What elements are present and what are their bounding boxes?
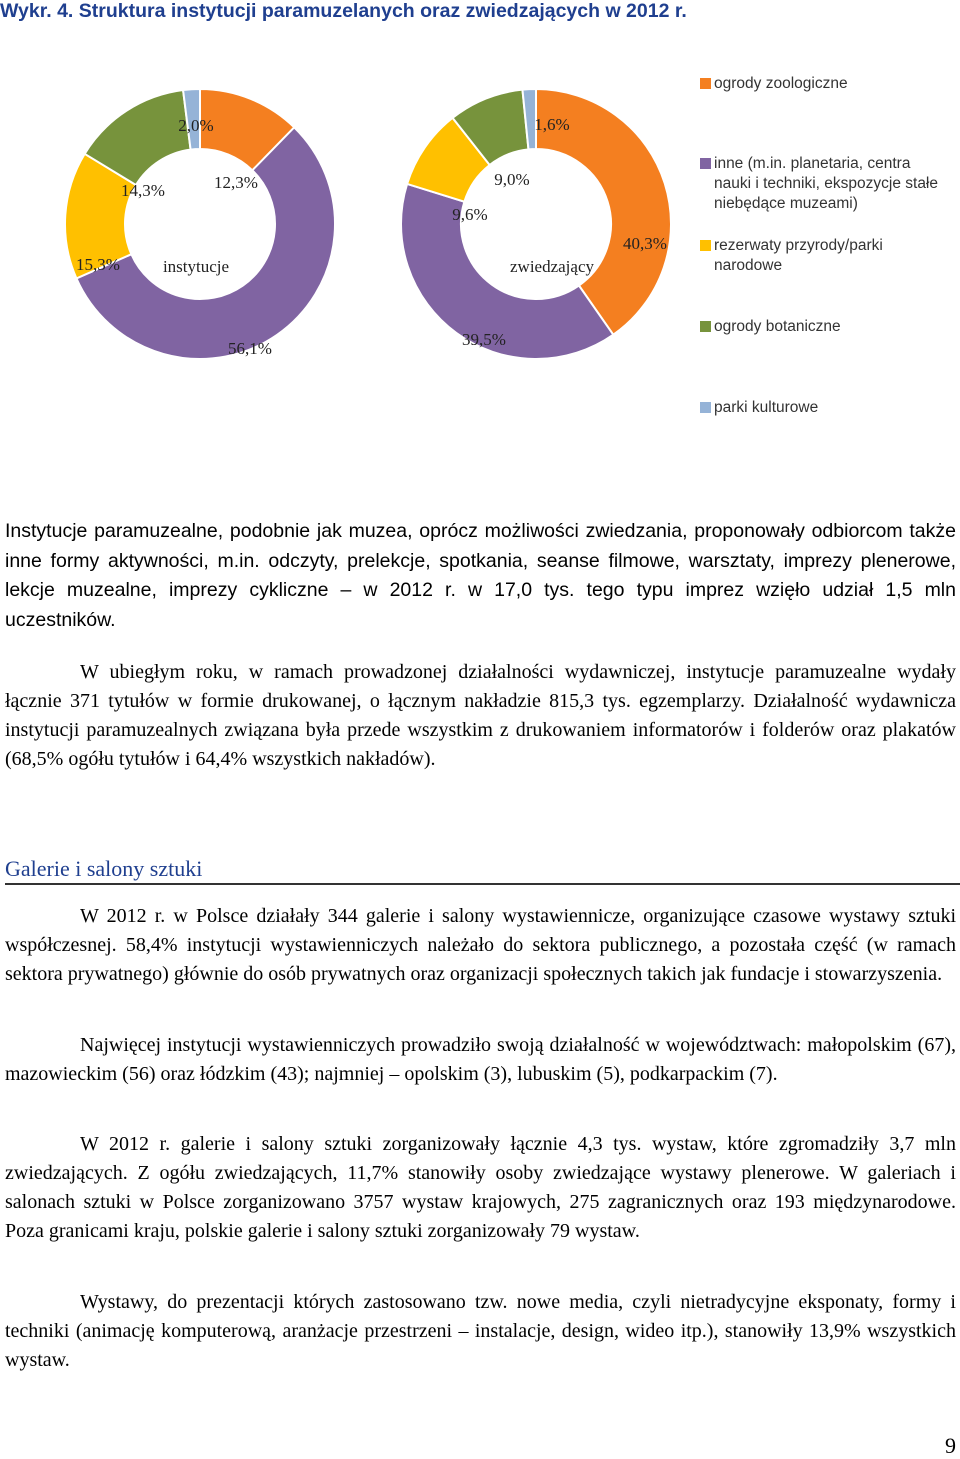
figure-title: Wykr. 4. Struktura instytucji paramuzelanych oraz zwiedzających w 2012 r. <box>0 0 687 22</box>
paragraph-text: Instytucje paramuzealne, podobnie jak muzea, oprócz możliwości zwiedzania, proponowały odbiorcom także inne formy aktywności, m.in. odczyty, prelekcje, spotkania, seanse filmowe, warsztaty, imprezy plenerowe, lekcje muzealne, imprezy cykliczne – w 2012 r. w 17,0 tys. tego typu imprez wzięło udział 1,5 mln uczestników. <box>5 520 956 631</box>
donut-center-label: instytucje <box>162 257 230 276</box>
paragraph-text: Wystawy, do prezentacji których zastosowano tzw. nowe media, czyli nietradycyjne eksponaty, formy i techniki (animację komputerową, aranżacje przestrzeni – instalacje, design, wideo itp.), stanowiły 13,9% wszystkich wystaw. <box>5 1291 956 1371</box>
donut-center-label: zwiedzający <box>510 257 594 276</box>
slice-label: 14,3% <box>121 181 165 200</box>
page-number: 9 <box>945 1433 956 1458</box>
paragraph-text: W ubiegłym roku, w ramach prowadzonej działalności wydawniczej, instytucje paramuzealne wydały łącznie 371 tytułów w formie drukowanej, o łącznym nakładzie 815,3 tys. egzemplarzy. Działalność wydawnicza instytucji paramuzealnych związana była przede wszystkim z drukowaniem informatorów i folderów oraz plakatów (68,5% ogółu tytułów i 64,4% wszystkich nakładów). <box>5 661 956 770</box>
legend-item-rezerwaty <box>700 236 930 276</box>
legend-swatch-blue <box>700 402 711 413</box>
paragraph-new-media <box>5 1288 956 1375</box>
donut-charts <box>0 40 700 440</box>
legend-label: ogrody botaniczne <box>714 318 841 335</box>
paragraph-galleries <box>5 902 956 989</box>
legend-swatch-orange <box>700 78 711 89</box>
legend-swatch-green <box>700 321 711 332</box>
paragraph-voivodeships <box>5 1031 956 1089</box>
slice-label: 56,1% <box>228 339 272 358</box>
paragraph-activities <box>5 517 956 635</box>
slice-label: 2,0% <box>178 116 214 135</box>
slice-label: 9,6% <box>452 205 488 224</box>
paragraph-text: W 2012 r. w Polsce działały 344 galerie i salony wystawiennicze, organizujące czasowe wystawy sztuki współczesnej. 58,4% instytucji wystawienniczych należało do sektora publicznego, a pozostała część (w ramach sektora prywatnego) głównie do osób prywatnych oraz organizacji społecznych takich jak fundacje i stowarzyszenia. <box>5 905 956 985</box>
legend-label: inne (m.in. planetaria, centra nauki i techniki, ekspozycje stałe niebędące muzeami) <box>714 155 939 212</box>
legend-item-ogrody-zoologiczne <box>700 74 848 94</box>
legend-swatch-purple <box>700 158 711 169</box>
legend-item-inne <box>700 154 950 214</box>
legend-item-parki-kulturowe <box>700 398 818 418</box>
slice-label: 39,5% <box>462 330 506 349</box>
slice-label: 9,0% <box>494 170 530 189</box>
paragraph-exhibitions <box>5 1130 956 1246</box>
paragraph-text: W 2012 r. galerie i salony sztuki zorganizowały łącznie 4,3 tys. wystaw, które zgromadziły 3,7 mln zwiedzających. Z ogółu zwiedzających, 11,7% stanowiły osoby zwiedzające wystawy plenerowe. W galeriach i salonach sztuki w Polsce zorganizowano 3757 wystaw krajowych, 275 zagranicznych oraz 193 międzynarodowe. Poza granicami kraju, polskie galerie i salony sztuki zorganizowały 79 wystaw. <box>5 1133 956 1242</box>
paragraph-publishing <box>5 658 956 774</box>
legend-item-ogrody-botaniczne <box>700 317 841 337</box>
slice-label: 15,3% <box>76 255 120 274</box>
legend-label: rezerwaty przyrody/parki narodowe <box>714 237 883 274</box>
legend-swatch-yellow <box>700 240 711 251</box>
slice-label: 12,3% <box>214 173 258 192</box>
section-heading: Galerie i salony sztuki <box>5 856 960 885</box>
slice-label: 1,6% <box>534 115 570 134</box>
legend-label: parki kulturowe <box>714 399 819 416</box>
legend-label: ogrody zoologiczne <box>714 75 848 92</box>
paragraph-text: Najwięcej instytucji wystawienniczych prowadziło swoją działalność w województwach: małopolskim (67), mazowieckim (56) oraz łódzkim (43); najmniej – opolskim (3), lubuskim (5), podkarpackim (7). <box>5 1034 956 1085</box>
slice-label: 40,3% <box>623 234 667 253</box>
